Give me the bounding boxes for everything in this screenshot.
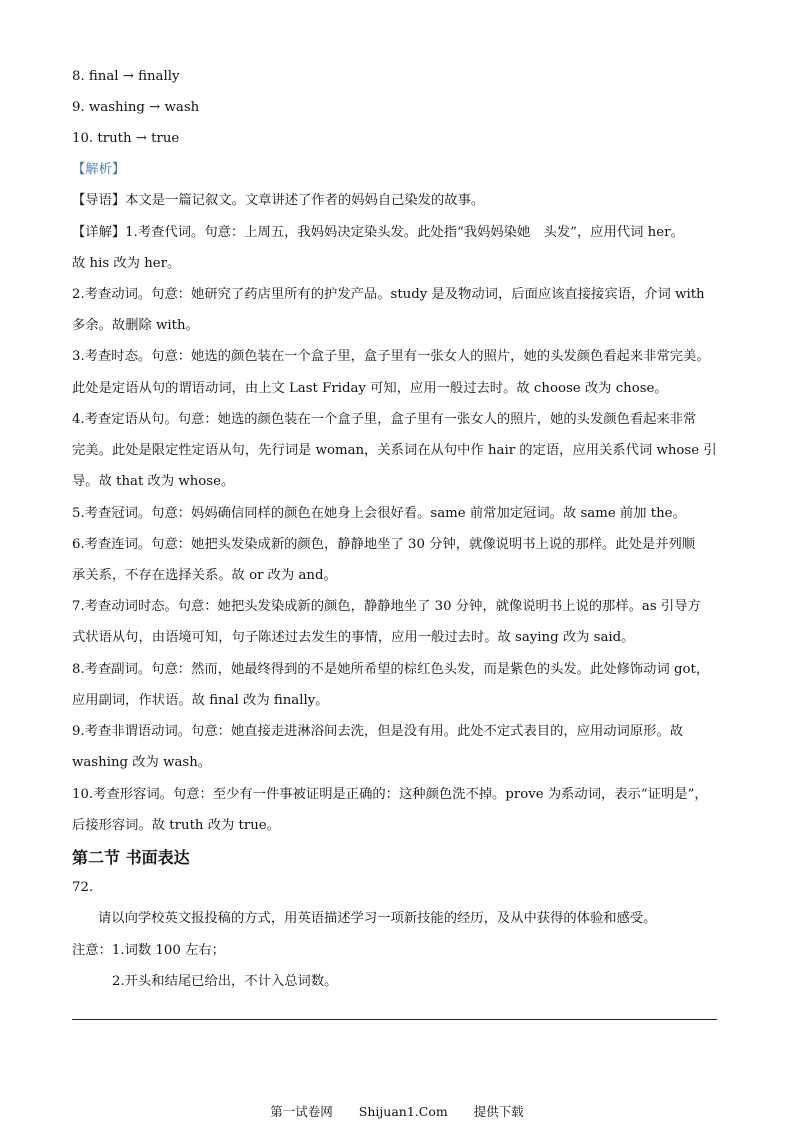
analysis-heading: 【解析】 [72,162,126,177]
analysis-line: 式状语从句，由语境可知，句子陈述过去发生的事情，应用一般过去时。故 saying 改为 said。 [72,630,635,645]
question-number: 72. [72,880,94,895]
analysis-line: 后接形容词。故 truth 改为 true。 [72,818,280,833]
section-title: 第二节 书面表达 [72,848,190,867]
analysis-line: 此处是定语从句的谓语动词，由上文 Last Friday 可知，应用一般过去时。故 choose 改为 chose。 [72,381,668,396]
writing-prompt: 请以向学校英文报投稿的方式，用英语描述学习一项新技能的经历，及从中获得的体验和感受。 [98,911,657,926]
analysis-line: 9.考查非谓语动词。句意：她直接走进淋浴间去洗，但是没有用。此处不定式表目的，应用动词原形。故 [72,724,684,739]
analysis-line: 多余。故删除 with。 [72,318,199,333]
answer-line: 8. final → finally [72,69,180,84]
analysis-line: 2.考查动词。句意：她研究了药店里所有的护发产品。study 是及物动词，后面应该直接接宾语，介词 with [72,287,705,302]
footer-site-cn: 第一试卷网 [270,1104,333,1119]
answer-divider [72,1019,717,1020]
analysis-line: 5.考查冠词。句意：妈妈确信同样的颜色在她身上会很好看。same 前常加定冠词。故 same 前加 the。 [72,506,686,521]
analysis-line: 7.考查动词时态。句意：她把头发染成新的颜色，静静地坐了 30 分钟，就像说明书上说的那样。as 引导方 [72,599,701,614]
note-line: 2.开头和结尾已给出，不计入总词数。 [112,974,338,989]
analysis-line: 【导语】本文是一篇记叙文。文章讲述了作者的妈妈自己染发的故事。 [72,193,485,208]
analysis-line: 8.考查副词。句意：然而，她最终得到的不是她所希望的棕红色头发，而是紫色的头发。此处修饰动词 got， [72,662,710,677]
note-line: 注意：1.词数 100 左右； [72,943,225,958]
analysis-line: 【详解】1.考查代词。句意：上周五，我妈妈决定染头发。此处指“我妈妈染她 头发”，应用代词 her。 [72,225,684,240]
answer-line: 10. truth → true [72,131,180,146]
analysis-line: 导。故 that 改为 whose。 [72,474,235,489]
analysis-line: 承关系，不存在选择关系。故 or 改为 and。 [72,568,337,583]
analysis-line: 4.考查定语从句。句意：她选的颜色装在一个盒子里，盒子里有一张女人的照片，她的头发颜色看起来非常 [72,412,697,427]
footer-download: 提供下载 [473,1104,524,1119]
analysis-line: 应用副词，作状语。故 final 改为 finally。 [72,693,329,708]
answer-line: 9. washing → wash [72,100,200,115]
analysis-line: 10.考查形容词。句意：至少有一件事被证明是正确的：这种颜色洗不掉。prove 为系动词，表示“证明是”， [72,787,708,802]
analysis-line: 6.考查连词。句意：她把头发染成新的颜色，静静地坐了 30 分钟，就像说明书上说的那样。此处是并列顺 [72,537,696,552]
analysis-line: 3.考查时态。句意：她选的颜色装在一个盒子里，盒子里有一张女人的照片，她的头发颜色看起来非常完美。 [72,349,710,364]
footer-site-en: Shijuan1.Com [358,1104,448,1119]
page-footer [0,1104,794,1120]
analysis-line: 完美。此处是限定性定语从句，先行词是 woman，关系词在从句中作 hair 的定语，应用关系代词 whose 引 [72,443,717,458]
analysis-line: washing 改为 wash。 [72,755,212,770]
analysis-line: 故 his 改为 her。 [72,256,181,271]
